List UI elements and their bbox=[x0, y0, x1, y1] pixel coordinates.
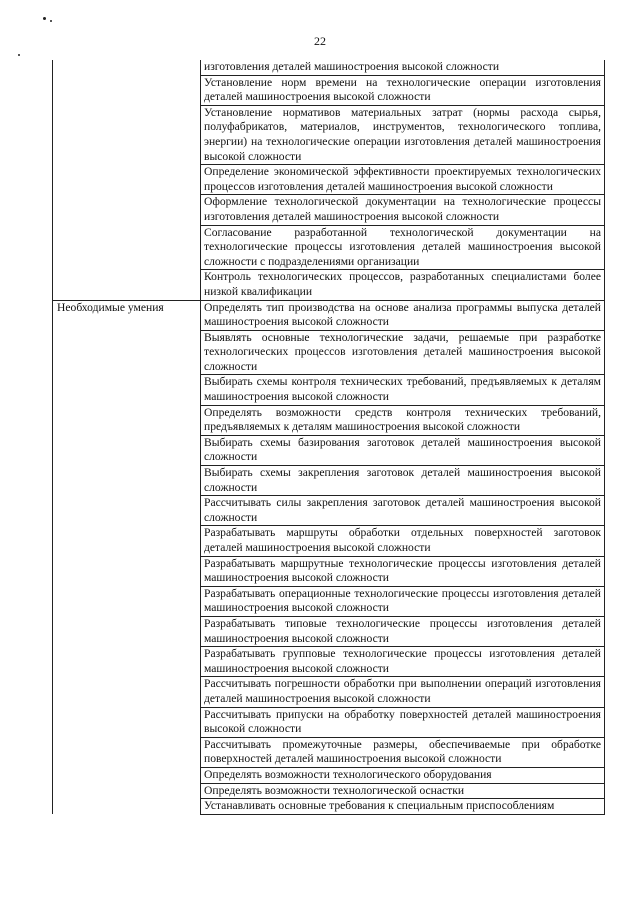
table-cell: Определять возможности технологической оснастки bbox=[201, 783, 605, 799]
scan-speck bbox=[50, 20, 52, 22]
table-cell: Выбирать схемы закрепления заготовок деталей машиностроения высокой сложности bbox=[201, 466, 605, 496]
table-cell: Выбирать схемы контроля технических требований, предъявляемых к деталям машиностроения высокой сложности bbox=[201, 375, 605, 405]
table-cell: Установление норм времени на технологические операции изготовления деталей машиностроения высокой сложности bbox=[201, 75, 605, 105]
row-group-label bbox=[53, 60, 201, 300]
scan-speck bbox=[18, 54, 20, 56]
table-cell: Устанавливать основные требования к специальным приспособлениям bbox=[201, 799, 605, 815]
table-cell: Разрабатывать операционные технологические процессы изготовления деталей машиностроения высокой сложности bbox=[201, 586, 605, 616]
table-cell: Оформление технологической документации на технологические процессы изготовления деталей машиностроения высокой сложности bbox=[201, 195, 605, 225]
row-group-label: Необходимые умения bbox=[53, 300, 201, 814]
table-cell: изготовления деталей машиностроения высокой сложности bbox=[201, 60, 605, 75]
table-cell: Определять тип производства на основе анализа программы выпуска деталей машиностроения высокой сложности bbox=[201, 300, 605, 330]
table-cell: Выявлять основные технологические задачи, решаемые при разработке технологических процессов изготовления деталей машиностроения высокой сложности bbox=[201, 330, 605, 375]
table-cell: Определять возможности средств контроля технических требований, предъявляемых к деталям машиностроения высокой сложности bbox=[201, 405, 605, 435]
table-cell: Контроль технологических процессов, разработанных специалистами более низкой квалификации bbox=[201, 270, 605, 300]
table-cell: Разрабатывать типовые технологические процессы изготовления деталей машиностроения высокой сложности bbox=[201, 616, 605, 646]
table-cell: Рассчитывать промежуточные размеры, обеспечиваемые при обработке поверхностей деталей машиностроения высокой сложности bbox=[201, 737, 605, 767]
table-cell: Согласование разработанной технологической документации на технологические процессы изготовления деталей машиностроения высокой сложности с подразделениями организации bbox=[201, 225, 605, 270]
table-cell: Разрабатывать групповые технологические процессы изготовления деталей машиностроения высокой сложности bbox=[201, 647, 605, 677]
table-row bbox=[53, 300, 605, 330]
table-cell: Определять возможности технологического оборудования bbox=[201, 767, 605, 783]
page-number: 22 bbox=[314, 34, 326, 48]
table-cell: Разрабатывать маршрутные технологические процессы изготовления деталей машиностроения высокой сложности bbox=[201, 556, 605, 586]
table-cell: Выбирать схемы базирования заготовок деталей машиностроения высокой сложности bbox=[201, 435, 605, 465]
table-cell: Рассчитывать силы закрепления заготовок деталей машиностроения высокой сложности bbox=[201, 496, 605, 526]
table-cell: Разрабатывать маршруты обработки отдельных поверхностей заготовок деталей машиностроения высокой сложности bbox=[201, 526, 605, 556]
table-row bbox=[53, 60, 605, 75]
standards-table bbox=[52, 60, 605, 815]
scan-speck bbox=[43, 17, 46, 20]
table-cell: Установление нормативов материальных затрат (нормы расхода сырья, полуфабрикатов, материалов, инструментов, технологического топлива, энергии) на технологические операции изготовления деталей машиностроения высокой сложности bbox=[201, 105, 605, 164]
table-cell: Определение экономической эффективности проектируемых технологических процессов изготовления деталей машиностроения высокой сложности bbox=[201, 165, 605, 195]
table-cell: Рассчитывать припуски на обработку поверхностей деталей машиностроения высокой сложности bbox=[201, 707, 605, 737]
table-cell: Рассчитывать погрешности обработки при выполнении операций изготовления деталей машиностроения высокой сложности bbox=[201, 677, 605, 707]
